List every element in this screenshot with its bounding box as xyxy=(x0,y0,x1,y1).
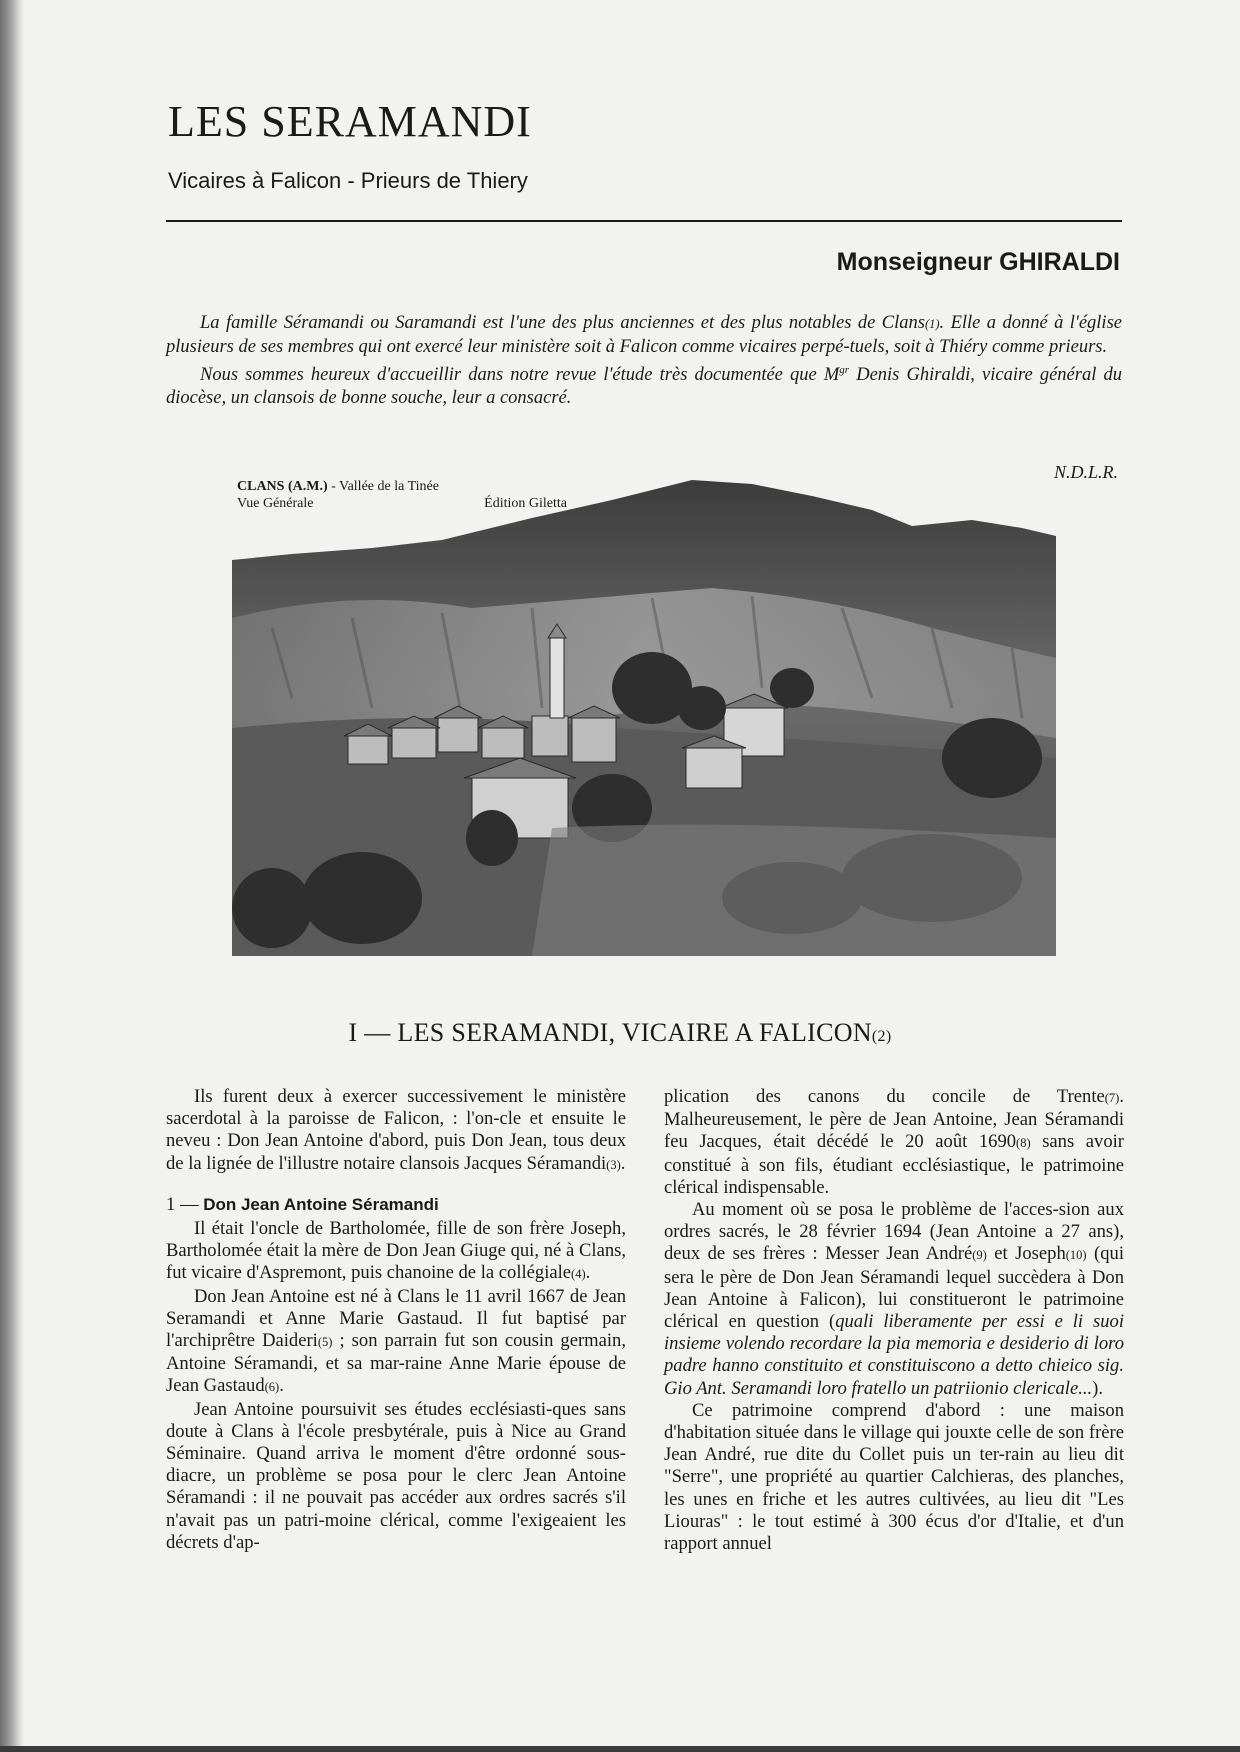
paragraph: Ce patrimoine comprend d'abord : une maison d'habitation située dans le village qui jouxte celle de son frère Jean André, rue dite du Collet puis un ter-rain au lieu dit "Serre", une propriété au quartier Calchieras, des planches, les unes en friche et les autres cultivées, au lieu dit "Les Liouras" : le tout estimé à 300 écus d'or d'Italie, et d'un rapport annuel xyxy=(664,1399,1124,1555)
editorial-introduction xyxy=(166,312,1122,410)
paragraph-text: Don Jean Antoine est né à Clans le 11 avril 1667 de Jean Seramandi et Anne Marie Gastaud. Il fut baptisé par l'archiprêtre Daideri xyxy=(166,1285,626,1352)
italian-quotation: quali liberamente per essi e li suoi insieme volendo recordare la pia memoria e desiderio di loro padre hanno constituito et constituiscono a detto chieico sig. Gio Ant. Seramandi loro fratello un patriionio clericale... xyxy=(664,1311,1124,1399)
photo-caption xyxy=(237,478,567,512)
caption-publisher: Édition Giletta xyxy=(484,496,567,511)
paragraph-text: et Joseph xyxy=(986,1243,1066,1265)
right-column xyxy=(664,1086,1124,1555)
section-heading-text: I — LES SERAMANDI, VICAIRE A FALICON xyxy=(348,1018,872,1047)
footnote-ref: (3) xyxy=(606,1157,621,1172)
intro-text: Denis Ghiraldi, vicaire général du diocèse, un clansois de bonne souche, leur a consacré. xyxy=(166,365,1123,409)
page-binding-shadow xyxy=(0,0,24,1752)
caption-place: CLANS (A.M.) xyxy=(237,479,328,494)
paragraph-text: ; son parrain fut son cousin germain, Antoine Séramandi, et sa mar-raine Anne Marie épouse de Jean Gastaud xyxy=(166,1330,626,1397)
footnote-ref: (9) xyxy=(972,1248,987,1263)
paragraph xyxy=(166,1286,626,1399)
paragraph-text: ). xyxy=(1092,1377,1103,1399)
paragraph-text: sans avoir constitué à son fils, étudiant ecclésiastique, le patrimoine clérical indispensable. xyxy=(664,1131,1124,1198)
paragraph-text: Au moment où se posa le problème de l'acces-sion aux ordres sacrés, le 28 février 1694 (Jean Antoine a 27 ans), deux de ses frères : Messer Jean André xyxy=(664,1199,1124,1265)
paragraph-text: (qui sera le père de Don Jean Séramandi lequel succèdera à Don Jean Antoine à Falicon), lui constitueront le patrimoine clérical en question ( xyxy=(664,1243,1124,1333)
paragraph-text: . xyxy=(620,1152,626,1174)
caption-view: Vue Générale xyxy=(237,496,314,511)
author-name: Monseigneur GHIRALDI xyxy=(836,248,1120,276)
intro-paragraph-1 xyxy=(166,312,1122,359)
intro-text: . Elle a donné à l'église plusieurs de ses membres qui ont exercé leur ministère soit à Falicon comme vicaires perpé-tuels, soit à Thiéry comme prieurs. xyxy=(166,313,1122,357)
intro-text: La famille Séramandi ou Saramandi est l'une des plus anciennes et des plus notables de Clans xyxy=(200,313,925,333)
title-rule xyxy=(166,220,1122,222)
left-column xyxy=(166,1086,626,1554)
footnote-ref: (8) xyxy=(1016,1136,1031,1151)
paragraph-text: . xyxy=(585,1262,591,1284)
paragraph-text: . xyxy=(279,1375,284,1397)
paragraph: Jean Antoine poursuivit ses études ecclésiasti-ques sans doute à Clans à l'école presbytérale, puis à Nice au Grand Séminaire. Quand arriva le moment d'être ordonné sous-diacre, un problème se posa pour le clerc Jean Antoine Séramandi : il ne pouvait pas accéder aux ordres sacrés s'il n'avait pas un patri-moine clérical, comme l'exigeaient les décrets d'ap- xyxy=(166,1398,626,1553)
paragraph-text: Il était l'oncle de Bartholomée, fille de son frère Joseph, Bartholomée était la mère de Don Jean Giuge qui, né à Clans, fut vicaire d'Aspremont, puis chanoine de la collégiale xyxy=(166,1218,626,1284)
paragraph-text: Ils furent deux à exercer successivement le ministère sacerdotal à la paroisse de Falicon, : l'on-cle et ensuite le neveu : Don Jean Antoine d'abord, puis Don Jean, tous deux de la lignée de l'illustre notaire clansois Jacques Séramandi xyxy=(166,1086,626,1174)
article-title: LES SERAMANDI xyxy=(168,97,532,146)
footnote-ref: (2) xyxy=(871,1028,892,1045)
superscript: gr xyxy=(839,364,850,376)
subsection-heading xyxy=(166,1194,626,1216)
footnote-ref: (5) xyxy=(317,1335,333,1350)
intro-text: Nous sommes heureux d'accueillir dans notre revue l'étude très documentée que M xyxy=(200,365,840,386)
subsection-number: 1 — xyxy=(166,1193,204,1215)
paragraph xyxy=(664,1086,1124,1199)
paragraph-text: . Malheureusement, le père de Jean Antoine, Jean Séramandi feu Jacques, était décédé le 20 août 1690 xyxy=(664,1086,1124,1153)
subsection-title: Don Jean Antoine Séramandi xyxy=(203,1194,439,1214)
paragraph xyxy=(664,1199,1124,1400)
footnote-ref: (7) xyxy=(1104,1091,1120,1105)
footnote-ref: (4) xyxy=(571,1267,586,1282)
clans-village-photograph xyxy=(232,478,1056,956)
footnote-ref: (10) xyxy=(1065,1248,1087,1263)
paragraph xyxy=(166,1086,626,1176)
section-heading xyxy=(0,1018,1240,1048)
intro-paragraph-2 xyxy=(166,359,1122,410)
editorial-signature: N.D.L.R. xyxy=(1053,462,1118,482)
page-bottom-edge xyxy=(0,1746,1240,1752)
footnote-ref: (1) xyxy=(924,317,940,331)
article-subtitle: Vicaires à Falicon - Prieurs de Thiery xyxy=(168,168,528,193)
paragraph-text: plication des canons du concile de Trente xyxy=(664,1086,1105,1107)
caption-valley: - Vallée de la Tinée xyxy=(327,479,439,494)
footnote-ref: (6) xyxy=(264,1380,280,1395)
paragraph xyxy=(166,1218,626,1286)
